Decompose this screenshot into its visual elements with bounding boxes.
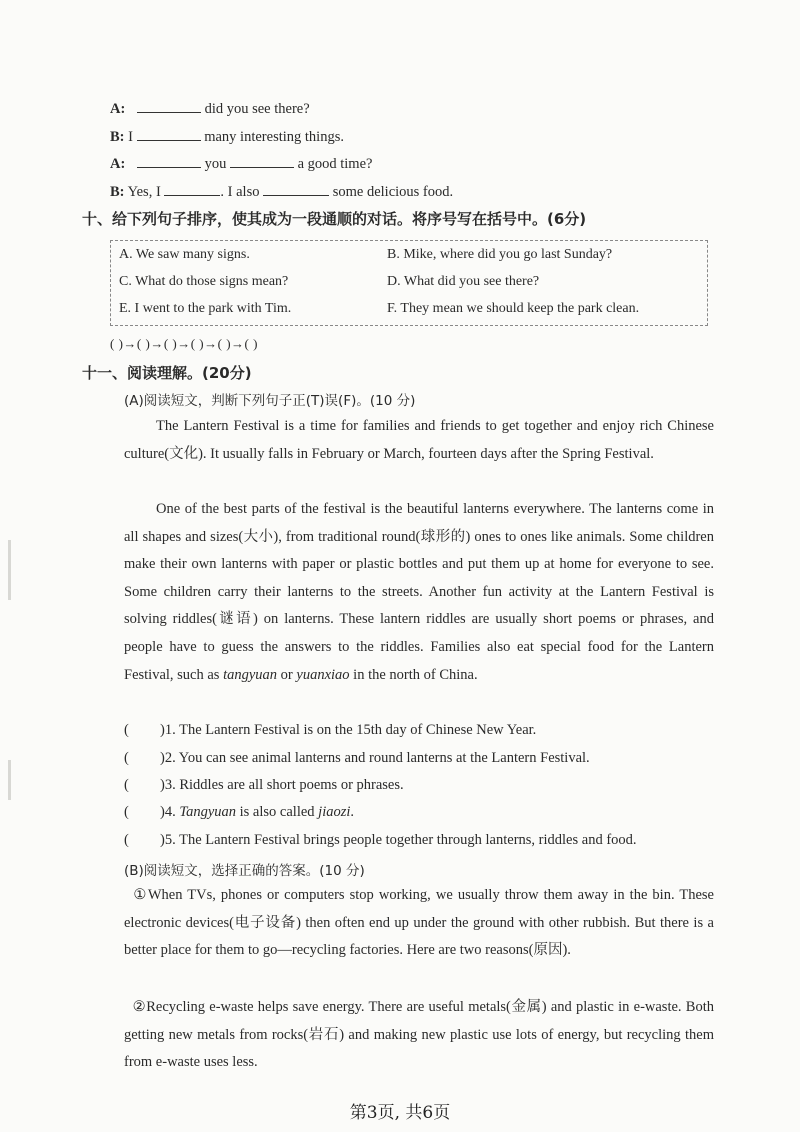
answer-paren[interactable]: ( — [124, 832, 129, 848]
options-box — [110, 240, 708, 326]
speaker-label: A: — [110, 101, 126, 117]
answer-blank[interactable] — [137, 126, 201, 141]
passage-b-paragraph-1 — [124, 882, 714, 965]
order-answer-row[interactable]: ( )→( )→( )→( )→( )→( ) — [110, 336, 258, 351]
tf-question-3 — [124, 777, 404, 794]
passage-a-paragraph-1 — [124, 413, 714, 468]
italic-term: Tangyuan — [179, 804, 237, 820]
answer-paren[interactable]: ( — [124, 750, 129, 766]
section-10-title: 十、给下列句子排序，使其成为一段通顺的对话。将序号写在括号中。(6分) — [82, 210, 587, 228]
italic-term: tangyuan — [223, 666, 278, 683]
dialogue-line-3 — [110, 153, 372, 174]
question-number: )3. — [160, 777, 176, 793]
dialogue-line-1 — [110, 98, 310, 119]
option-d: D. What did you see there? — [387, 274, 540, 289]
page-footer: 第3页, 共6页 — [349, 1103, 451, 1123]
question-number: )5. — [160, 832, 176, 848]
answer-blank[interactable] — [137, 98, 201, 113]
paragraph-text: or — [277, 666, 297, 683]
answer-blank[interactable] — [164, 181, 220, 196]
speaker-label: B: — [110, 184, 125, 200]
paragraph-text: The Lantern Festival is a time for families and friends to get together and enjoy rich Chinese culture(文化). It usually falls in February or March, fourteen days after the Spring Festival. — [124, 418, 714, 462]
option-a: A. We saw many signs. — [119, 247, 250, 262]
tf-question-5 — [124, 832, 637, 849]
question-text: Riddles are all short poems or phrases. — [175, 777, 404, 793]
italic-term: jiaozi — [318, 804, 351, 820]
option-c: C. What do those signs mean? — [119, 274, 289, 289]
speaker-label: B: — [110, 129, 125, 145]
dialogue-text: many interesting things. — [200, 129, 344, 145]
part-b-instruction: (B)阅读短文，选择正确的答案。(10 分) — [124, 863, 365, 879]
tf-question-4 — [124, 804, 354, 821]
dialogue-text: you — [200, 156, 230, 172]
paragraph-text: ①When TVs, phones or computers stop working, we usually throw them away in the bin. These electronic devices(电子设备) then often end up under the ground with other rubbish. But there is a better place for them to go—recycling factories. Here are two reasons(原因). — [124, 887, 714, 959]
paragraph-text: in the north of China. — [349, 666, 478, 683]
dialogue-text: I — [128, 129, 137, 145]
answer-paren[interactable]: ( — [124, 777, 129, 793]
question-text: . — [350, 804, 355, 820]
answer-paren[interactable]: ( — [124, 722, 129, 738]
dialogue-text: Yes, I — [127, 184, 165, 200]
dialogue-text: . I also — [220, 184, 264, 200]
answer-blank[interactable] — [137, 153, 201, 168]
question-text: The Lantern Festival is on the 15th day of Chinese New Year. — [175, 722, 537, 738]
dialogue-line-2 — [110, 126, 344, 147]
section-11-title: 十一、阅读理解。(20分) — [82, 364, 252, 382]
tf-question-2 — [124, 750, 590, 767]
answer-blank[interactable] — [263, 181, 329, 196]
paragraph-text: ②Recycling e-waste helps save energy. There are useful metals(金属) and plastic in e-waste. Both getting new metals from rocks(岩石) and making new plastic use lots of energy, but recycling them from e-waste uses less. — [124, 999, 714, 1071]
dialogue-line-4 — [110, 181, 453, 202]
speaker-label: A: — [110, 156, 126, 172]
scan-edge-mark — [8, 760, 11, 800]
option-b: B. Mike, where did you go last Sunday? — [387, 247, 613, 262]
part-a-instruction: (A)阅读短文，判断下列句子正(T)误(F)。(10 分) — [124, 393, 416, 409]
tf-question-1 — [124, 722, 536, 739]
dialogue-text: some delicious food. — [329, 184, 454, 200]
question-text: The Lantern Festival brings people together through lanterns, riddles and food. — [175, 832, 637, 848]
question-number: )1. — [160, 722, 176, 738]
question-number: )4. — [160, 804, 176, 820]
dialogue-text: did you see there? — [200, 101, 310, 117]
option-f: F. They mean we should keep the park clean. — [387, 301, 640, 316]
passage-b-paragraph-2 — [124, 994, 714, 1077]
paragraph-text: One of the best parts of the festival is the beautiful lanterns everywhere. The lanterns come in all shapes and sizes(大小), from traditional round(球形的) ones to ones like animals. Some children make their own lanterns with paper or plastic bottles and put them up at home for everyone to see. Some children carry their lanterns to the streets. Another fun activity at the Lantern Festival is solving riddles(谜语) on lanterns. These lantern riddles are usually short poems or phrases, and people have to guess the answers to the riddles. Families also eat special food for the Lantern Festival, such as — [124, 501, 714, 683]
question-number: )2. — [160, 750, 176, 766]
passage-a-paragraph-2 — [124, 496, 714, 689]
option-e: E. I went to the park with Tim. — [119, 301, 292, 316]
question-text: is also called — [236, 804, 319, 820]
question-text: You can see animal lanterns and round lanterns at the Lantern Festival. — [175, 750, 590, 766]
dialogue-text: a good time? — [293, 156, 373, 172]
answer-blank[interactable] — [230, 153, 294, 168]
italic-term: yuanxiao — [296, 666, 350, 683]
scan-edge-mark — [8, 540, 11, 600]
answer-paren[interactable]: ( — [124, 804, 129, 820]
